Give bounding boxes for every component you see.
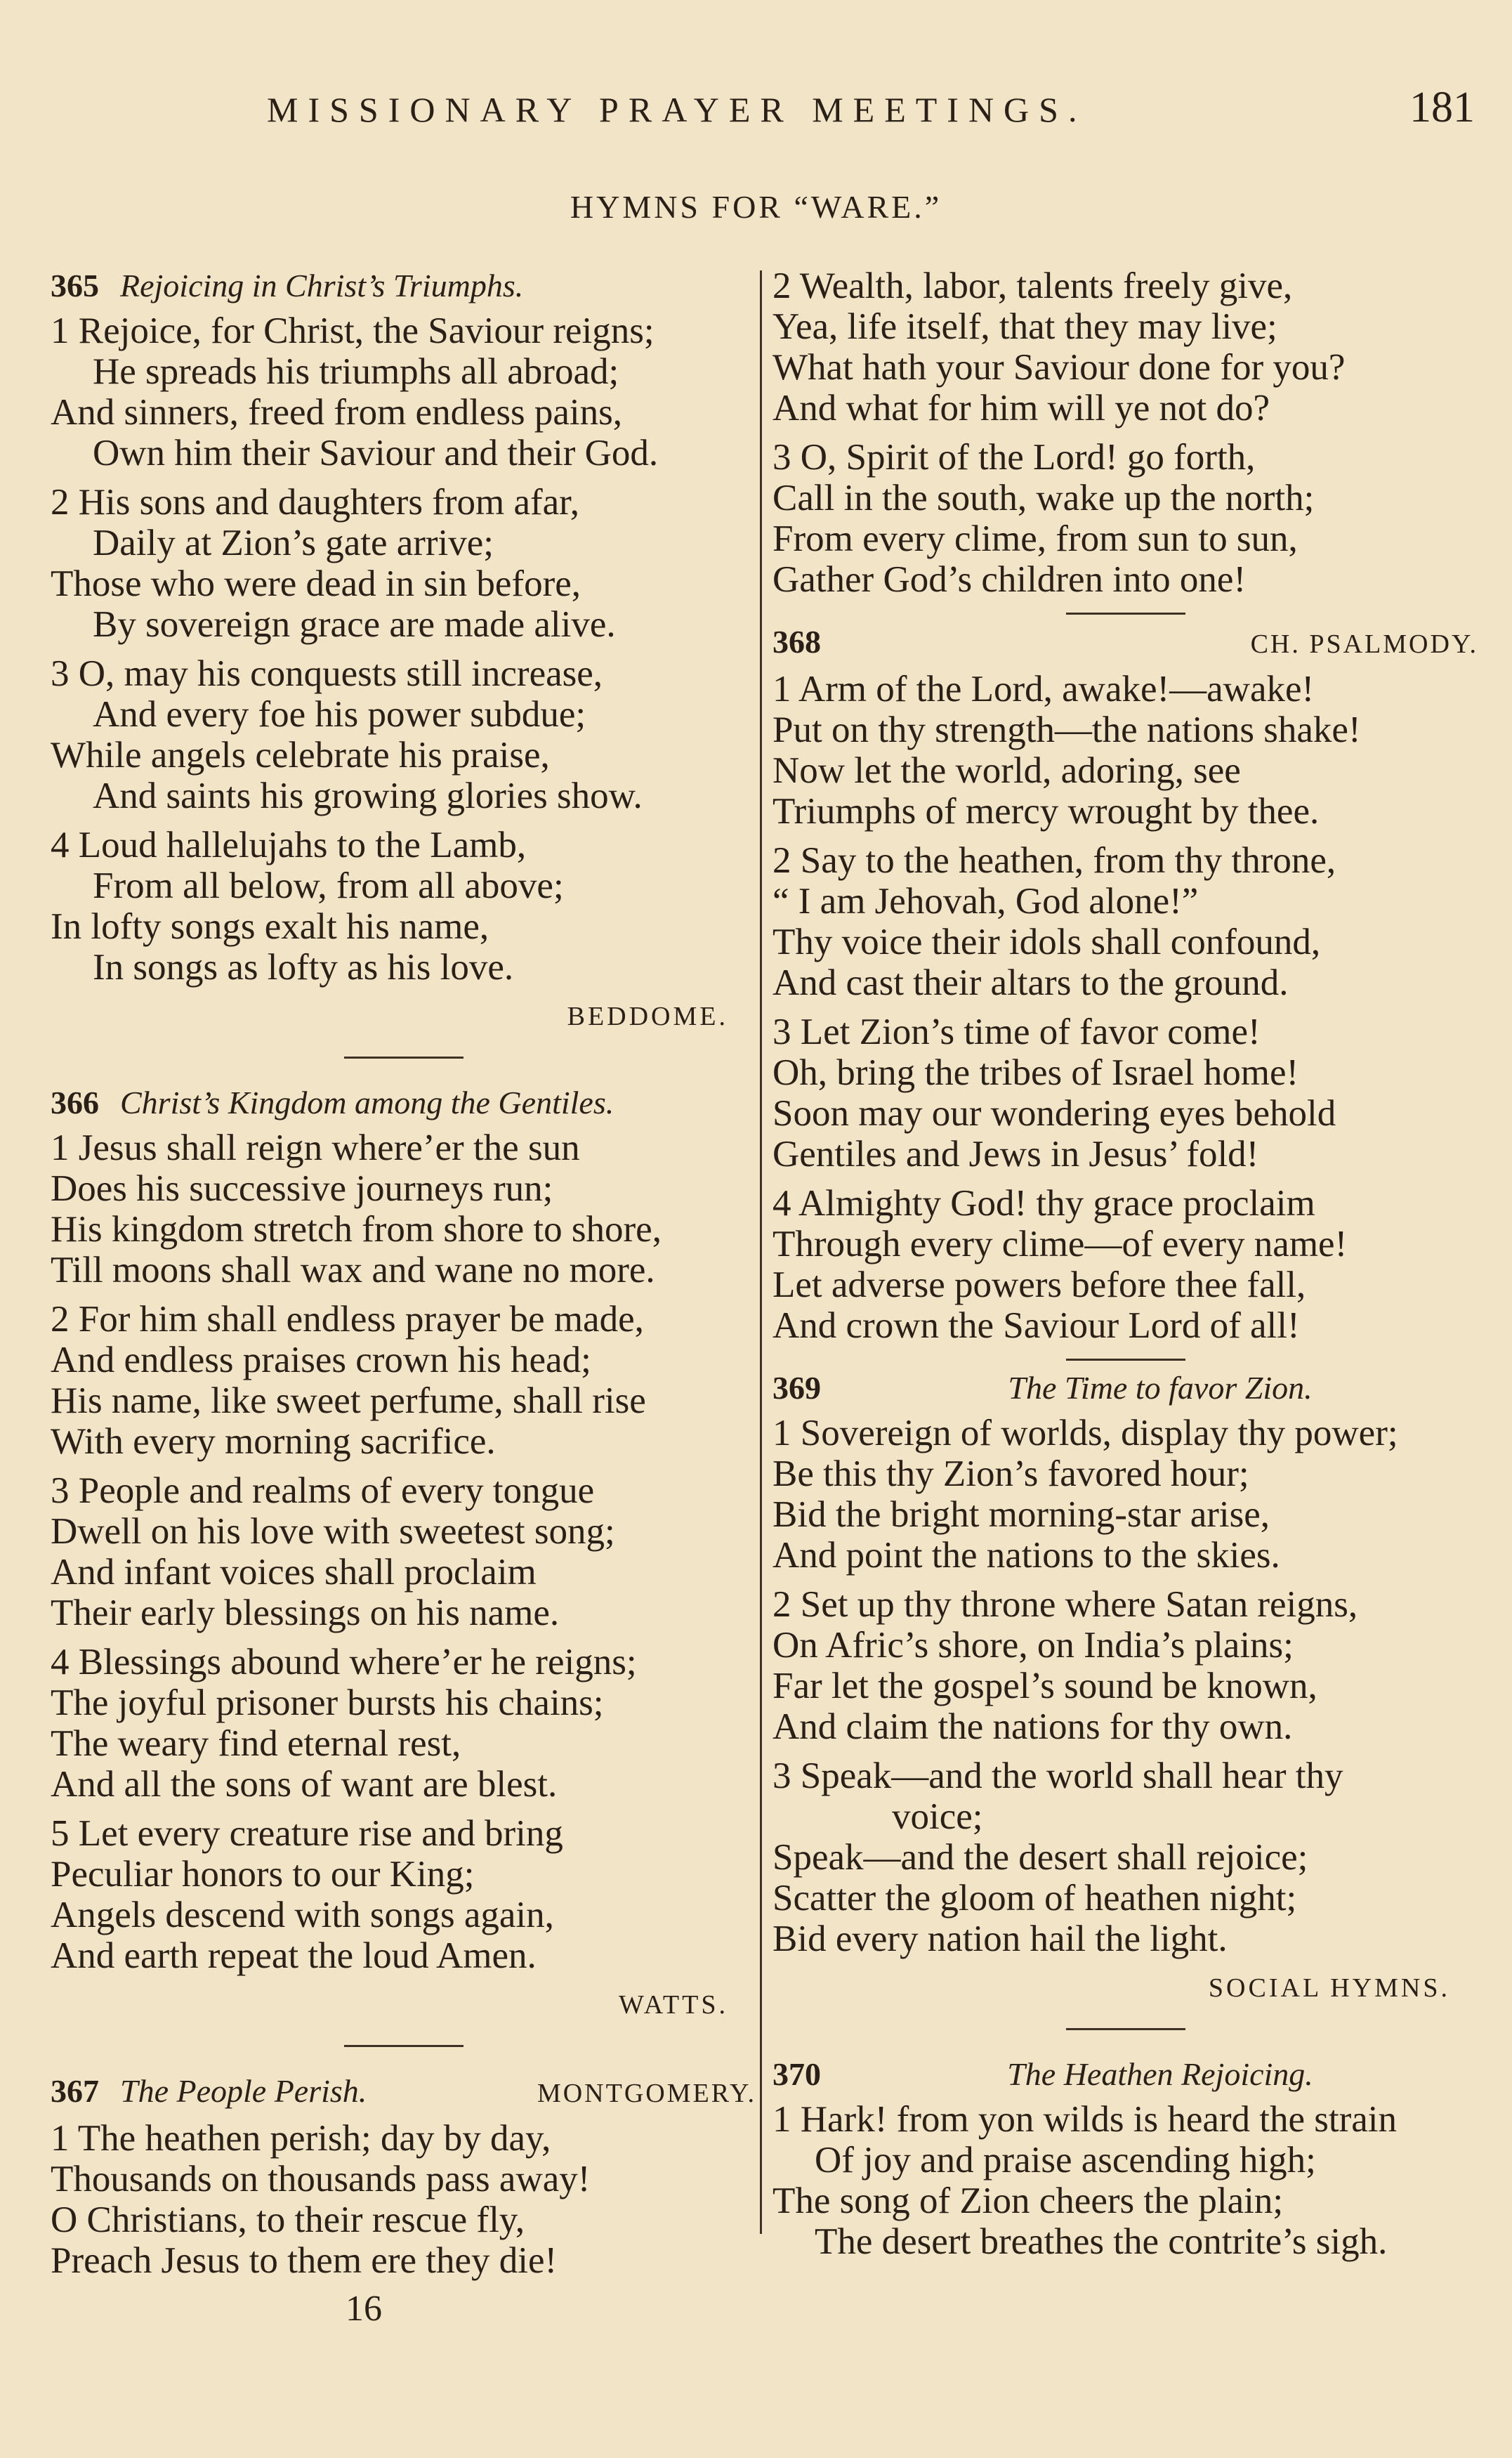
verse-line: “ I am Jehovah, God alone!” (773, 881, 1199, 922)
stanza (773, 669, 1478, 832)
verse-line: And what for him will ye not do? (773, 388, 1270, 429)
verse-line: 2 Say to the heathen, from thy throne, (773, 840, 1336, 881)
hymn-author: BEDDOME. (567, 1002, 728, 1031)
hymn-attribution: CH. PSALMODY. (1250, 629, 1478, 659)
verse-line: O Christians, to their rescue fly, (51, 2199, 525, 2240)
stanza (51, 825, 756, 988)
verse-line: And crown the Saviour Lord of all! (773, 1305, 1300, 1346)
verse-line: The desert breathes the contrite’s sigh. (815, 2221, 1388, 2262)
verse-line: Till moons shall wax and wane no more. (51, 1250, 655, 1290)
verse-line: Soon may our wondering eyes behold (773, 1093, 1336, 1134)
verse-line: Thousands on thousands pass away! (51, 2159, 591, 2199)
hymn-number: 366 (51, 1085, 99, 1120)
verse-line: Far let the gospel’s sound be known, (773, 1666, 1317, 1706)
verse-line: Preach Jesus to them ere they die! (51, 2240, 558, 2281)
verse-line: 2 Wealth, labor, talents freely give, (773, 266, 1293, 306)
section-rule (1066, 1359, 1185, 1361)
hymn-header (773, 622, 1478, 665)
verse-line: Oh, bring the tribes of Israel home! (773, 1052, 1299, 1093)
section-rule (1066, 2028, 1185, 2030)
hymn-367-continued (773, 266, 1478, 600)
hymn-header (51, 266, 756, 306)
verse-line: voice; (892, 1796, 983, 1837)
verse-line: Through every clime—of every name! (773, 1224, 1348, 1264)
verse-line: From all below, from all above; (93, 865, 564, 906)
hymn-header (773, 2054, 1478, 2095)
page-header (267, 83, 1475, 133)
verse-line: What hath your Saviour done for you? (773, 347, 1346, 388)
verse-line: From every clime, from sun to sun, (773, 518, 1298, 559)
verse-line: 1 Jesus shall reign where’er the sun (51, 1127, 580, 1168)
verse-line: 1 Rejoice, for Christ, the Saviour reigns; (51, 310, 655, 351)
verse-line: 1 Sovereign of worlds, display thy power; (773, 1413, 1398, 1453)
verse-line: 4 Blessings abound where’er he reigns; (51, 1642, 637, 1682)
verse-line: Those who were dead in sin before, (51, 563, 581, 604)
verse-line: And endless praises crown his head; (51, 1340, 591, 1380)
verse-line: 2 Set up thy throne where Satan reigns, (773, 1584, 1358, 1625)
verse-line: 2 His sons and daughters from afar, (51, 482, 579, 523)
verse-line: 3 Speak—and the world shall hear thy (773, 1756, 1343, 1796)
hymn-header (773, 1368, 1478, 1408)
stanza (51, 1127, 756, 1290)
verse-line: Scatter the gloom of heathen night; (773, 1878, 1297, 1918)
stanza (51, 482, 756, 645)
stanza (51, 310, 756, 473)
stanza (773, 1012, 1478, 1175)
verse-line: By sovereign grace are made alive. (93, 604, 616, 645)
verse-line: Yea, life itself, that they may live; (773, 306, 1277, 347)
right-column (773, 266, 1478, 2275)
section-rule (1066, 613, 1185, 615)
stanza (51, 2118, 756, 2281)
hymn-366 (51, 1083, 756, 2025)
left-column (51, 266, 756, 2341)
hymn-title: The Time to favor Zion. (1008, 1370, 1313, 1406)
hymn-title: Christ’s Kingdom among the Gentiles. (120, 1085, 614, 1120)
stanza (773, 840, 1478, 1003)
verse-line: 5 Let every creature rise and bring (51, 1813, 563, 1854)
verse-line: His kingdom stretch from shore to shore, (51, 1209, 662, 1250)
stanza (51, 1299, 756, 1462)
verse-line: Now let the world, adoring, see (773, 750, 1241, 791)
page-number: 181 (1409, 84, 1475, 131)
stanza (773, 2099, 1478, 2262)
hymn-title: Rejoicing in Christ’s Triumphs. (120, 268, 524, 303)
verse-line: 2 For him shall endless prayer be made, (51, 1299, 644, 1340)
hymn-370 (773, 2054, 1478, 2262)
verse-line: With every morning sacrifice. (51, 1421, 496, 1462)
hymn-number: 369 (773, 1370, 821, 1406)
verse-line: 4 Loud hallelujahs to the Lamb, (51, 825, 527, 865)
verse-line: Angels descend with songs again, (51, 1895, 554, 1935)
verse-line: He spreads his triumphs all abroad; (93, 351, 619, 392)
verse-line: 3 People and realms of every tongue (51, 1470, 595, 1511)
verse-line: And saints his growing glories show. (93, 776, 643, 816)
stanza (773, 437, 1478, 600)
section-rule (344, 2045, 464, 2047)
verse-line: And point the nations to the skies. (773, 1535, 1280, 1576)
verse-line: And infant voices shall proclaim (51, 1552, 537, 1593)
verse-line: Own him their Saviour and their God. (93, 433, 659, 473)
verse-line: Bid every nation hail the light. (773, 1918, 1228, 1959)
verse-line: 3 O, may his conquests still increase, (51, 653, 603, 694)
verse-line: Dwell on his love with sweetest song; (51, 1511, 615, 1552)
stanza (773, 1584, 1478, 1747)
verse-line: And every foe his power subdue; (93, 694, 586, 735)
column-divider (760, 270, 762, 2234)
hymn-367 (51, 2071, 756, 2329)
verse-line: And earth repeat the loud Amen. (51, 1935, 537, 1976)
verse-line: 1 The heathen perish; day by day, (51, 2118, 551, 2159)
hymn-number: 368 (773, 624, 821, 660)
verse-line: Call in the south, wake up the north; (773, 478, 1315, 518)
verse-line: 1 Arm of the Lord, awake!—awake! (773, 669, 1315, 710)
verse-line: The joyful prisoner bursts his chains; (51, 1682, 604, 1723)
section-rule (344, 1057, 464, 1059)
verse-line: Their early blessings on his name. (51, 1593, 560, 1633)
hymn-365 (51, 266, 756, 1037)
verse-line: And sinners, freed from endless pains, (51, 392, 622, 433)
hymn-title: The Heathen Rejoicing. (1007, 2056, 1313, 2092)
stanza (773, 1413, 1478, 1576)
hymn-author: WATTS. (619, 1990, 728, 2020)
stanza (773, 1183, 1478, 1346)
verse-line: Of joy and praise ascending high; (815, 2140, 1316, 2181)
verse-line: And claim the nations for thy own. (773, 1706, 1293, 1747)
verse-line: On Afric’s shore, on India’s plains; (773, 1625, 1294, 1666)
verse-line: His name, like sweet perfume, shall rise (51, 1380, 646, 1421)
hymn-header (51, 1083, 756, 1123)
hymn-368 (773, 622, 1478, 1346)
verse-line: Bid the bright morning-star arise, (773, 1494, 1270, 1535)
stanza (51, 1813, 756, 1976)
verse-line: And cast their altars to the ground. (773, 962, 1289, 1003)
verse-line: 4 Almighty God! thy grace proclaim (773, 1183, 1315, 1224)
verse-line: The weary find eternal rest, (51, 1723, 461, 1764)
stanza (51, 653, 756, 816)
running-title: MISSIONARY PRAYER MEETINGS. (267, 90, 1087, 129)
stanza (773, 266, 1478, 429)
verse-line: In songs as lofty as his love. (93, 947, 514, 988)
hymn-number: 370 (773, 2056, 821, 2092)
hymn-attribution: MONTGOMERY. (537, 2079, 756, 2108)
verse-line: 3 O, Spirit of the Lord! go forth, (773, 437, 1256, 478)
hymn-number: 367 (51, 2073, 99, 2109)
signature-mark: 16 (346, 2289, 382, 2329)
verse-line: 3 Let Zion’s time of favor come! (773, 1012, 1261, 1052)
verse-line: Be this thy Zion’s favored hour; (773, 1453, 1249, 1494)
verse-line: Thy voice their idols shall confound, (773, 922, 1321, 962)
hymn-number: 365 (51, 268, 99, 303)
verse-line: And all the sons of want are blest. (51, 1764, 558, 1805)
verse-line: Does his successive journeys run; (51, 1168, 553, 1209)
verse-line: Gentiles and Jews in Jesus’ fold! (773, 1134, 1259, 1175)
verse-line: In lofty songs exalt his name, (51, 906, 489, 947)
verse-line: Triumphs of mercy wrought by thee. (773, 791, 1320, 832)
hymn-author: SOCIAL HYMNS. (1208, 1973, 1450, 2003)
verse-line: 1 Hark! from yon wilds is heard the strain (773, 2099, 1398, 2140)
verse-line: Put on thy strength—the nations shake! (773, 710, 1361, 750)
hymn-title: The People Perish. (120, 2073, 367, 2109)
verse-line: Peculiar honors to our King; (51, 1854, 475, 1895)
hymn-369 (773, 1368, 1478, 2008)
hymn-header (51, 2071, 756, 2114)
section-title: HYMNS FOR “WARE.” (570, 189, 942, 225)
verse-line: Let adverse powers before thee fall, (773, 1264, 1306, 1305)
verse-line: The song of Zion cheers the plain; (773, 2181, 1284, 2221)
verse-line: Gather God’s children into one! (773, 559, 1247, 600)
stanza (51, 1642, 756, 1805)
stanza (51, 1470, 756, 1633)
verse-line: While angels celebrate his praise, (51, 735, 550, 776)
stanza (773, 1756, 1478, 1959)
verse-line: Speak—and the desert shall rejoice; (773, 1837, 1308, 1878)
verse-line: Daily at Zion’s gate arrive; (93, 523, 494, 563)
